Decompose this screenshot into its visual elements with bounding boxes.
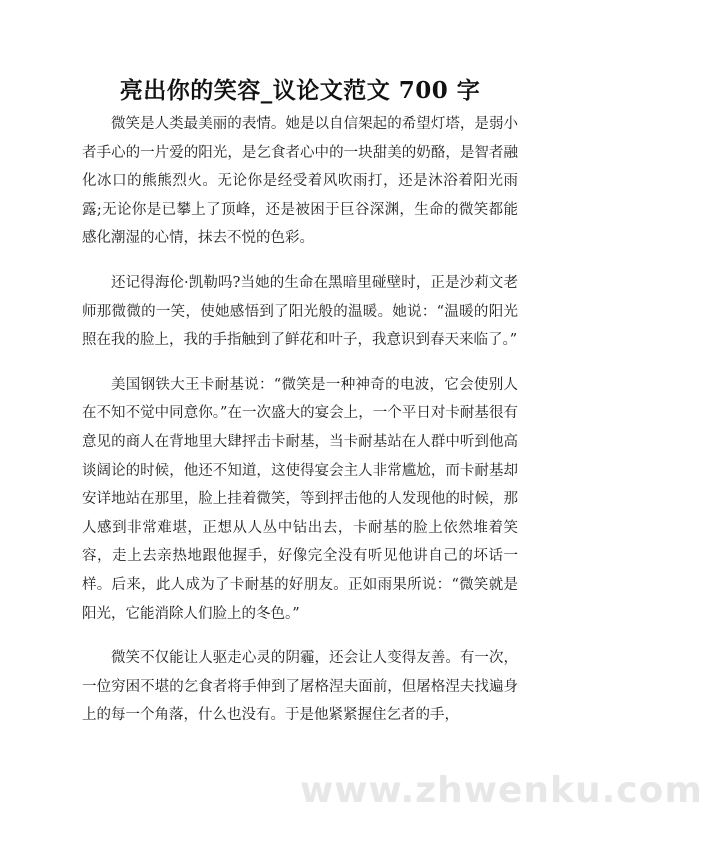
document-body xyxy=(82,110,518,746)
paragraph-4: 微笑不仅能让人驱走心灵的阴霾，还会让人变得友善。有一次，一位穷困不堪的乞食者将手伸到了屠格涅夫面前，但屠格涅夫找遍身上的每一个角落，什么也没有。于是他紧紧握住乞者的手， xyxy=(82,650,518,724)
site-watermark: www.zhwenku.com xyxy=(300,770,703,811)
paragraph-3: 美国钢铁大王卡耐基说：“微笑是一种神奇的电波，它会使别人在不知不觉中同意你。”在一次盛大的宴会上，一个平日对卡耐基很有意见的商人在背地里大肆抨击卡耐基，当卡耐基站在人群中听到他高谈阔论的时候，他还不知道，这使得宴会主人非常尴尬，而卡耐基却安详地站在那里，脸上挂着微笑，等到抨击他的人发现他的时候，那人感到非常难堪，正想从人丛中钻出去，卡耐基的脸上依然堆着笑容，走上去亲热地跟他握手，好像完全没有听见他讲自己的坏话一样。后来，此人成为了卡耐基的好朋友。正如雨果所说：“微笑就是阳光，它能消除人们脸上的冬色。” xyxy=(82,376,518,622)
paragraph-2: 还记得海伦·凯勒吗?当她的生命在黑暗里碰壁时，正是沙莉文老师那微微的一笑，使她感悟到了阳光般的温暖。她说：“温暖的阳光照在我的脸上，我的手指触到了鲜花和叶子，我意识到春天来临了。” xyxy=(82,274,518,349)
document-title: 亮出你的笑容_议论文范文 700 字 xyxy=(119,77,481,104)
paragraph-1: 微笑是人类最美丽的表情。她是以自信架起的希望灯塔，是弱小者手心的一片爱的阳光，是乞食者心中的一块甜美的奶酪，是智者融化冰口的熊熊烈火。无论你是经受着风吹雨打，还是沐浴着阳光雨露;无论你是已攀上了顶峰，还是被困于巨谷深渊，生命的微笑都能感化潮湿的心情，抹去不悦的色彩。 xyxy=(82,116,518,247)
